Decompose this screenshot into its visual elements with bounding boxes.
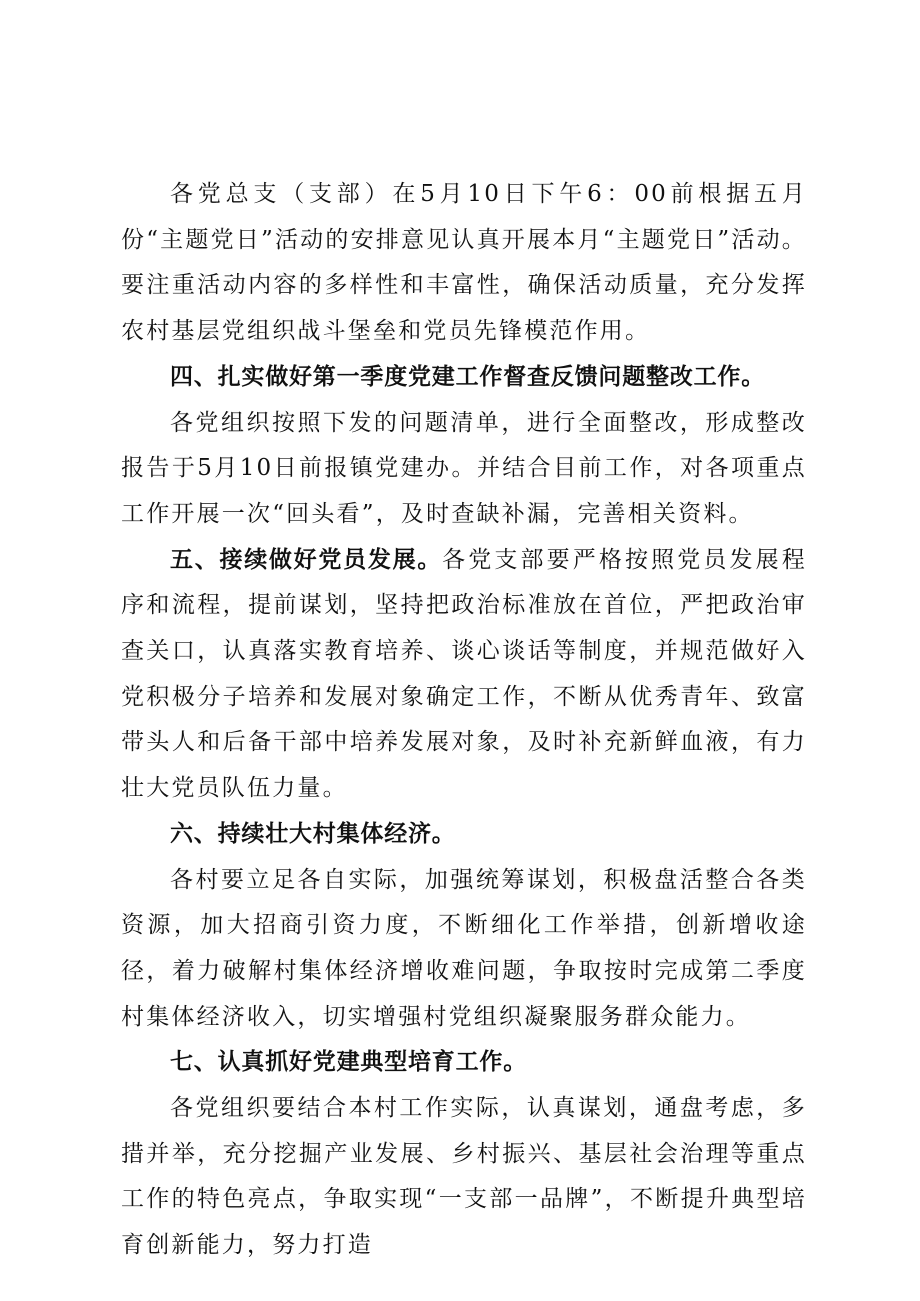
paragraph-text: 各党组织要结合本村工作实际，认真谋划，通盘考虑，多措并举，充分挖掘产业发展、乡村振兴、基层社会治理等重点工作的特色亮点，争取实现“一支部一品牌”，不断提升典型培育创新能力，努力打造 <box>121 1095 807 1259</box>
section-heading-four <box>121 355 807 401</box>
paragraph-rectification <box>121 401 807 538</box>
document-body <box>121 172 807 1269</box>
section-heading-six <box>121 812 807 858</box>
heading-text: 四、扎实做好第一季度党建工作督查反馈问题整改工作。 <box>170 363 765 390</box>
section-heading-seven <box>121 1040 807 1086</box>
paragraph-text: 各村要立足各自实际，加强统筹谋划，积极盘活整合各类资源，加大招商引资力度，不断细化工作举措，创新增收途径，着力破解村集体经济增收难问题，争取按时完成第二季度村集体经济收入，切实增强村党组织凝聚服务群众能力。 <box>121 866 807 1030</box>
heading-text: 七、认真抓好党建典型培育工作。 <box>170 1049 527 1076</box>
paragraph-theme-party-day <box>121 172 807 355</box>
paragraph-typical-cultivation <box>121 1086 807 1269</box>
paragraph-text: 各党支部要严格按照党员发展程序和流程，提前谋划，坚持把政治标准放在首位，严把政治审查关口，认真落实教育培养、谈心谈话等制度，并规范做好入党积极分子培养和发展对象确定工作，不断从优秀青年、致富带头人和后备干部中培养发展对象，及时补充新鲜血液，有力壮大党员队伍力量。 <box>121 546 807 802</box>
paragraph-member-development <box>121 538 807 812</box>
paragraph-collective-economy <box>121 858 807 1041</box>
heading-text: 六、持续壮大村集体经济。 <box>170 820 456 847</box>
paragraph-text: 各党组织按照下发的问题清单，进行全面整改，形成整改报告于5月10日前报镇党建办。并结合目前工作，对各项重点工作开展一次“回头看”，及时查缺补漏，完善相关资料。 <box>121 409 807 527</box>
paragraph-text: 各党总支（支部）在5月10日下午6：00前根据五月份“主题党日”活动的安排意见认真开展本月“主题党日”活动。要注重活动内容的多样性和丰富性，确保活动质量，充分发挥农村基层党组织战斗堡垒和党员先锋模范作用。 <box>121 181 807 345</box>
section-heading-five: 五、接续做好党员发展。 <box>170 546 443 573</box>
